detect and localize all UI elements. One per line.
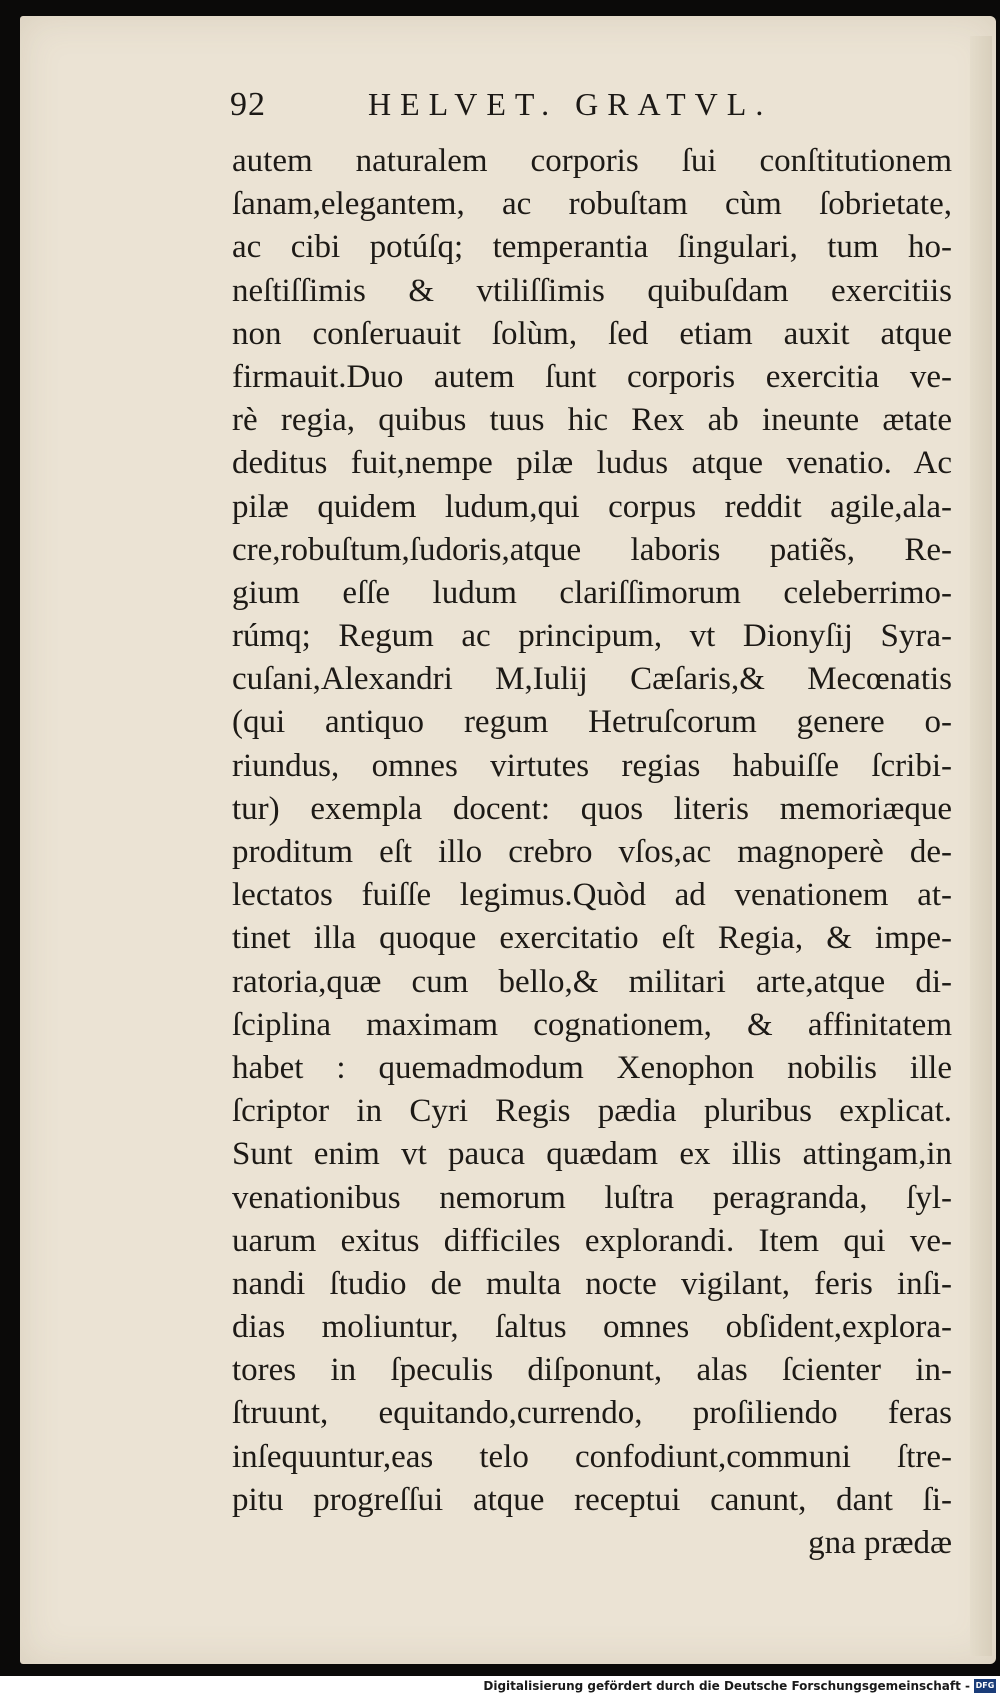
footer-credit: Digitalisierung gefördert durch die Deutsche Forschungsgemeinschaft - — [483, 1679, 970, 1693]
running-title: HELVET. GRATVL. — [368, 86, 773, 122]
page-number: 92 — [230, 86, 266, 123]
text-line: riundus, omnes virtutes regias habuiſſe ſcribi- — [232, 747, 952, 784]
text-line: pitu progreſſui atque receptui canunt, dant ſi- — [232, 1481, 952, 1518]
text-line: ſcriptor in Cyri Regis pædia pluribus explicat. — [232, 1093, 952, 1130]
text-line: ac cibi potúſq; temperantia ſingulari, tum ho- — [232, 229, 952, 266]
body-text — [232, 140, 952, 1565]
text-line: dias moliuntur, ſaltus omnes obſident,explora- — [232, 1309, 952, 1346]
text-line: cre,robuſtum,ſudoris,atque laboris patiẽs, Re- — [232, 531, 952, 568]
text-line: ſciplina maximam cognationem, & affinitatem — [232, 1006, 952, 1043]
catchword: gna prædæ — [808, 1525, 952, 1561]
text-line: ſanam,elegantem, ac robuſtam cùm ſobrietate, — [232, 186, 952, 223]
page-edge — [970, 36, 992, 1656]
text-line: deditus fuit,nempe pilæ ludus atque venatio. Ac — [232, 445, 952, 482]
text-line: neſtiſſimis & vtiliſſimis quibuſdam exercitiis — [232, 272, 952, 309]
text-line: ſtruunt, equitando,currendo, proſiliendo feras — [232, 1395, 952, 1432]
text-line: rè regia, quibus tuus hic Rex ab ineunte ætate — [232, 402, 952, 439]
text-line: rúmq; Regum ac principum, vt Dionyſij Syra- — [232, 618, 952, 655]
text-line: lectatos fuiſſe legimus.Quòd ad venationem at- — [232, 877, 952, 914]
text-line: autem naturalem corporis ſui conſtitutionem — [232, 143, 952, 179]
text-line: nandi ſtudio de multa nocte vigilant, feris inſi- — [232, 1265, 952, 1302]
text-line: venationibus nemorum luſtra peragranda, ſyl- — [232, 1179, 952, 1216]
dfg-logo: DFG — [974, 1679, 996, 1693]
text-line: Sunt enim vt pauca quædam ex illis attingam,in — [232, 1136, 952, 1173]
text-line: tores in ſpeculis diſponunt, alas ſcienter in- — [232, 1352, 952, 1389]
text-line: uarum exitus difficiles explorandi. Item qui ve- — [232, 1222, 952, 1259]
text-line: cuſani,Alexandri M,Iulij Cæſaris,& Mecœnatis — [232, 661, 952, 698]
text-line: ratoria,quæ cum bello,& militari arte,atque di- — [232, 963, 952, 1000]
text-line: non conſeruauit ſolùm, ſed etiam auxit atque — [232, 315, 952, 352]
text-line: tinet illa quoque exercitatio eſt Regia, & impe- — [232, 920, 952, 957]
text-line: proditum eſt illo crebro vſos,ac magnoperè de- — [232, 834, 952, 870]
digitization-footer — [0, 1676, 1000, 1698]
text-line: habet : quemadmodum Xenophon nobilis ille — [232, 1049, 952, 1086]
running-head — [230, 86, 950, 136]
text-line: firmauit.Duo autem ſunt corporis exercitia ve- — [232, 358, 952, 395]
text-line: (qui antiquo regum Hetruſcorum genere o- — [232, 704, 952, 741]
text-line: inſequuntur,eas telo confodiunt,communi ſtre- — [232, 1438, 952, 1475]
text-line: gium eſſe ludum clariſſimorum celeberrimo- — [232, 574, 952, 611]
text-line: tur) exempla docent: quos literis memoriæque — [232, 790, 952, 827]
text-line: pilæ quidem ludum,qui corpus reddit agile,ala- — [232, 488, 952, 525]
